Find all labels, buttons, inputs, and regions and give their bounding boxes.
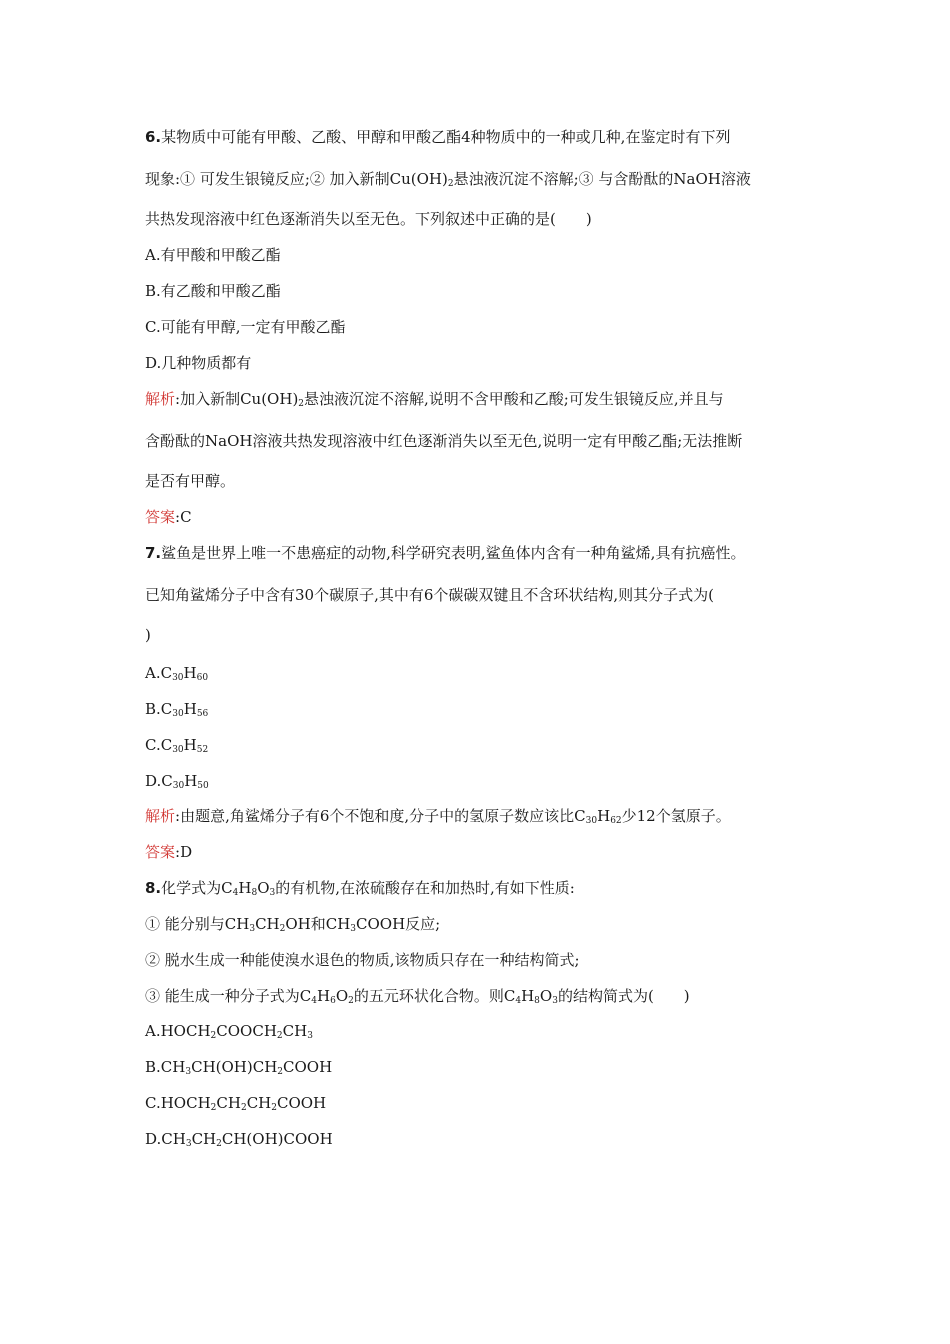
analysis-label: 解析 (145, 807, 176, 825)
q6-answer: 答案:C (145, 508, 192, 526)
q7-stem-line2: 已知角鲨烯分子中含有30个碳原子,其中有6个碳碳双键且不含环状结构,则其分子式为( (145, 586, 715, 604)
answer-label: 答案 (145, 508, 176, 526)
q6-analysis-line1: 解析:加入新制$Cu(OH)_2$悬浊液沉淀不溶解,说明不含甲酸和乙酸;可发生银镜反应,并且与 (145, 390, 724, 409)
q8-option-a: $A.HOCH_2COOCH_2CH_3$ (145, 1022, 313, 1041)
q6-option-c: C.可能有甲醇,一定有甲酸乙酯 (145, 318, 346, 336)
q6-stem-line2: 现象:① 可发生银镜反应;② 加入新制$Cu(OH)_2$悬浊液沉淀不溶解;③ 与含酚酞的NaOH溶液 (145, 170, 751, 189)
q8-property-3: ③ 能生成一种分子式为$C_4H_6O_2$的五元环状化合物。则$C_4H_8O_3$的结构简式为( ) (145, 987, 690, 1006)
q7-analysis: 解析:由题意,角鲨烯分子有6个不饱和度,分子中的氢原子数应该比$C_{30}H_{62}$少12个氢原子。 (145, 807, 731, 826)
q6-option-d: D.几种物质都有 (145, 354, 252, 372)
q7-option-c: $C.C_{30}H_{52}$ (145, 736, 209, 755)
analysis-label: 解析 (145, 390, 176, 408)
q7-answer: 答案:D (145, 843, 193, 861)
q8-option-c: $C.HOCH_2CH_2CH_2COOH$ (145, 1094, 327, 1113)
q7-stem-line1: 7.鲨鱼是世界上唯一不患癌症的动物,科学研究表明,鲨鱼体内含有一种角鲨烯,具有抗癌性。 (145, 544, 746, 562)
q8-option-b: $B.CH_3CH(OH)CH_2COOH$ (145, 1058, 333, 1077)
q8-property-1: ① 能分别与$CH_3CH_2OH$和$CH_3COOH$反应; (145, 915, 441, 934)
q8-stem: 8.化学式为$C_4H_8O_3$的有机物,在浓硫酸存在和加热时,有如下性质: (145, 879, 575, 898)
q8-option-d: $D.CH_3CH_2CH(OH)COOH$ (145, 1130, 333, 1149)
q6-analysis-line3: 是否有甲醇。 (145, 472, 236, 490)
answer-label: 答案 (145, 843, 176, 861)
question-number: 8. (145, 879, 162, 897)
q7-option-a: $A.C_{30}H_{60}$ (145, 664, 209, 683)
q8-property-2: ② 脱水生成一种能使溴水退色的物质,该物质只存在一种结构简式; (145, 951, 580, 969)
q6-stem-line1: 6.某物质中可能有甲酸、乙酸、甲醇和甲酸乙酯4种物质中的一种或几种,在鉴定时有下列 (145, 128, 731, 146)
q6-stem-line3: 共热发现溶液中红色逐渐消失以至无色。下列叙述中正确的是( ) (145, 210, 592, 228)
q6-option-b: B.有乙酸和甲酸乙酯 (145, 282, 281, 300)
q7-option-b: $B.C_{30}H_{56}$ (145, 700, 209, 719)
q6-analysis-line2: 含酚酞的NaOH溶液共热发现溶液中红色逐渐消失以至无色,说明一定有甲酸乙酯;无法推断 (145, 432, 743, 450)
question-number: 6. (145, 128, 162, 146)
question-number: 7. (145, 544, 162, 562)
q6-option-a: A.有甲酸和甲酸乙酯 (145, 246, 281, 264)
q7-stem-line3: ) (145, 626, 151, 644)
q7-option-d: $D.C_{30}H_{50}$ (145, 772, 209, 791)
